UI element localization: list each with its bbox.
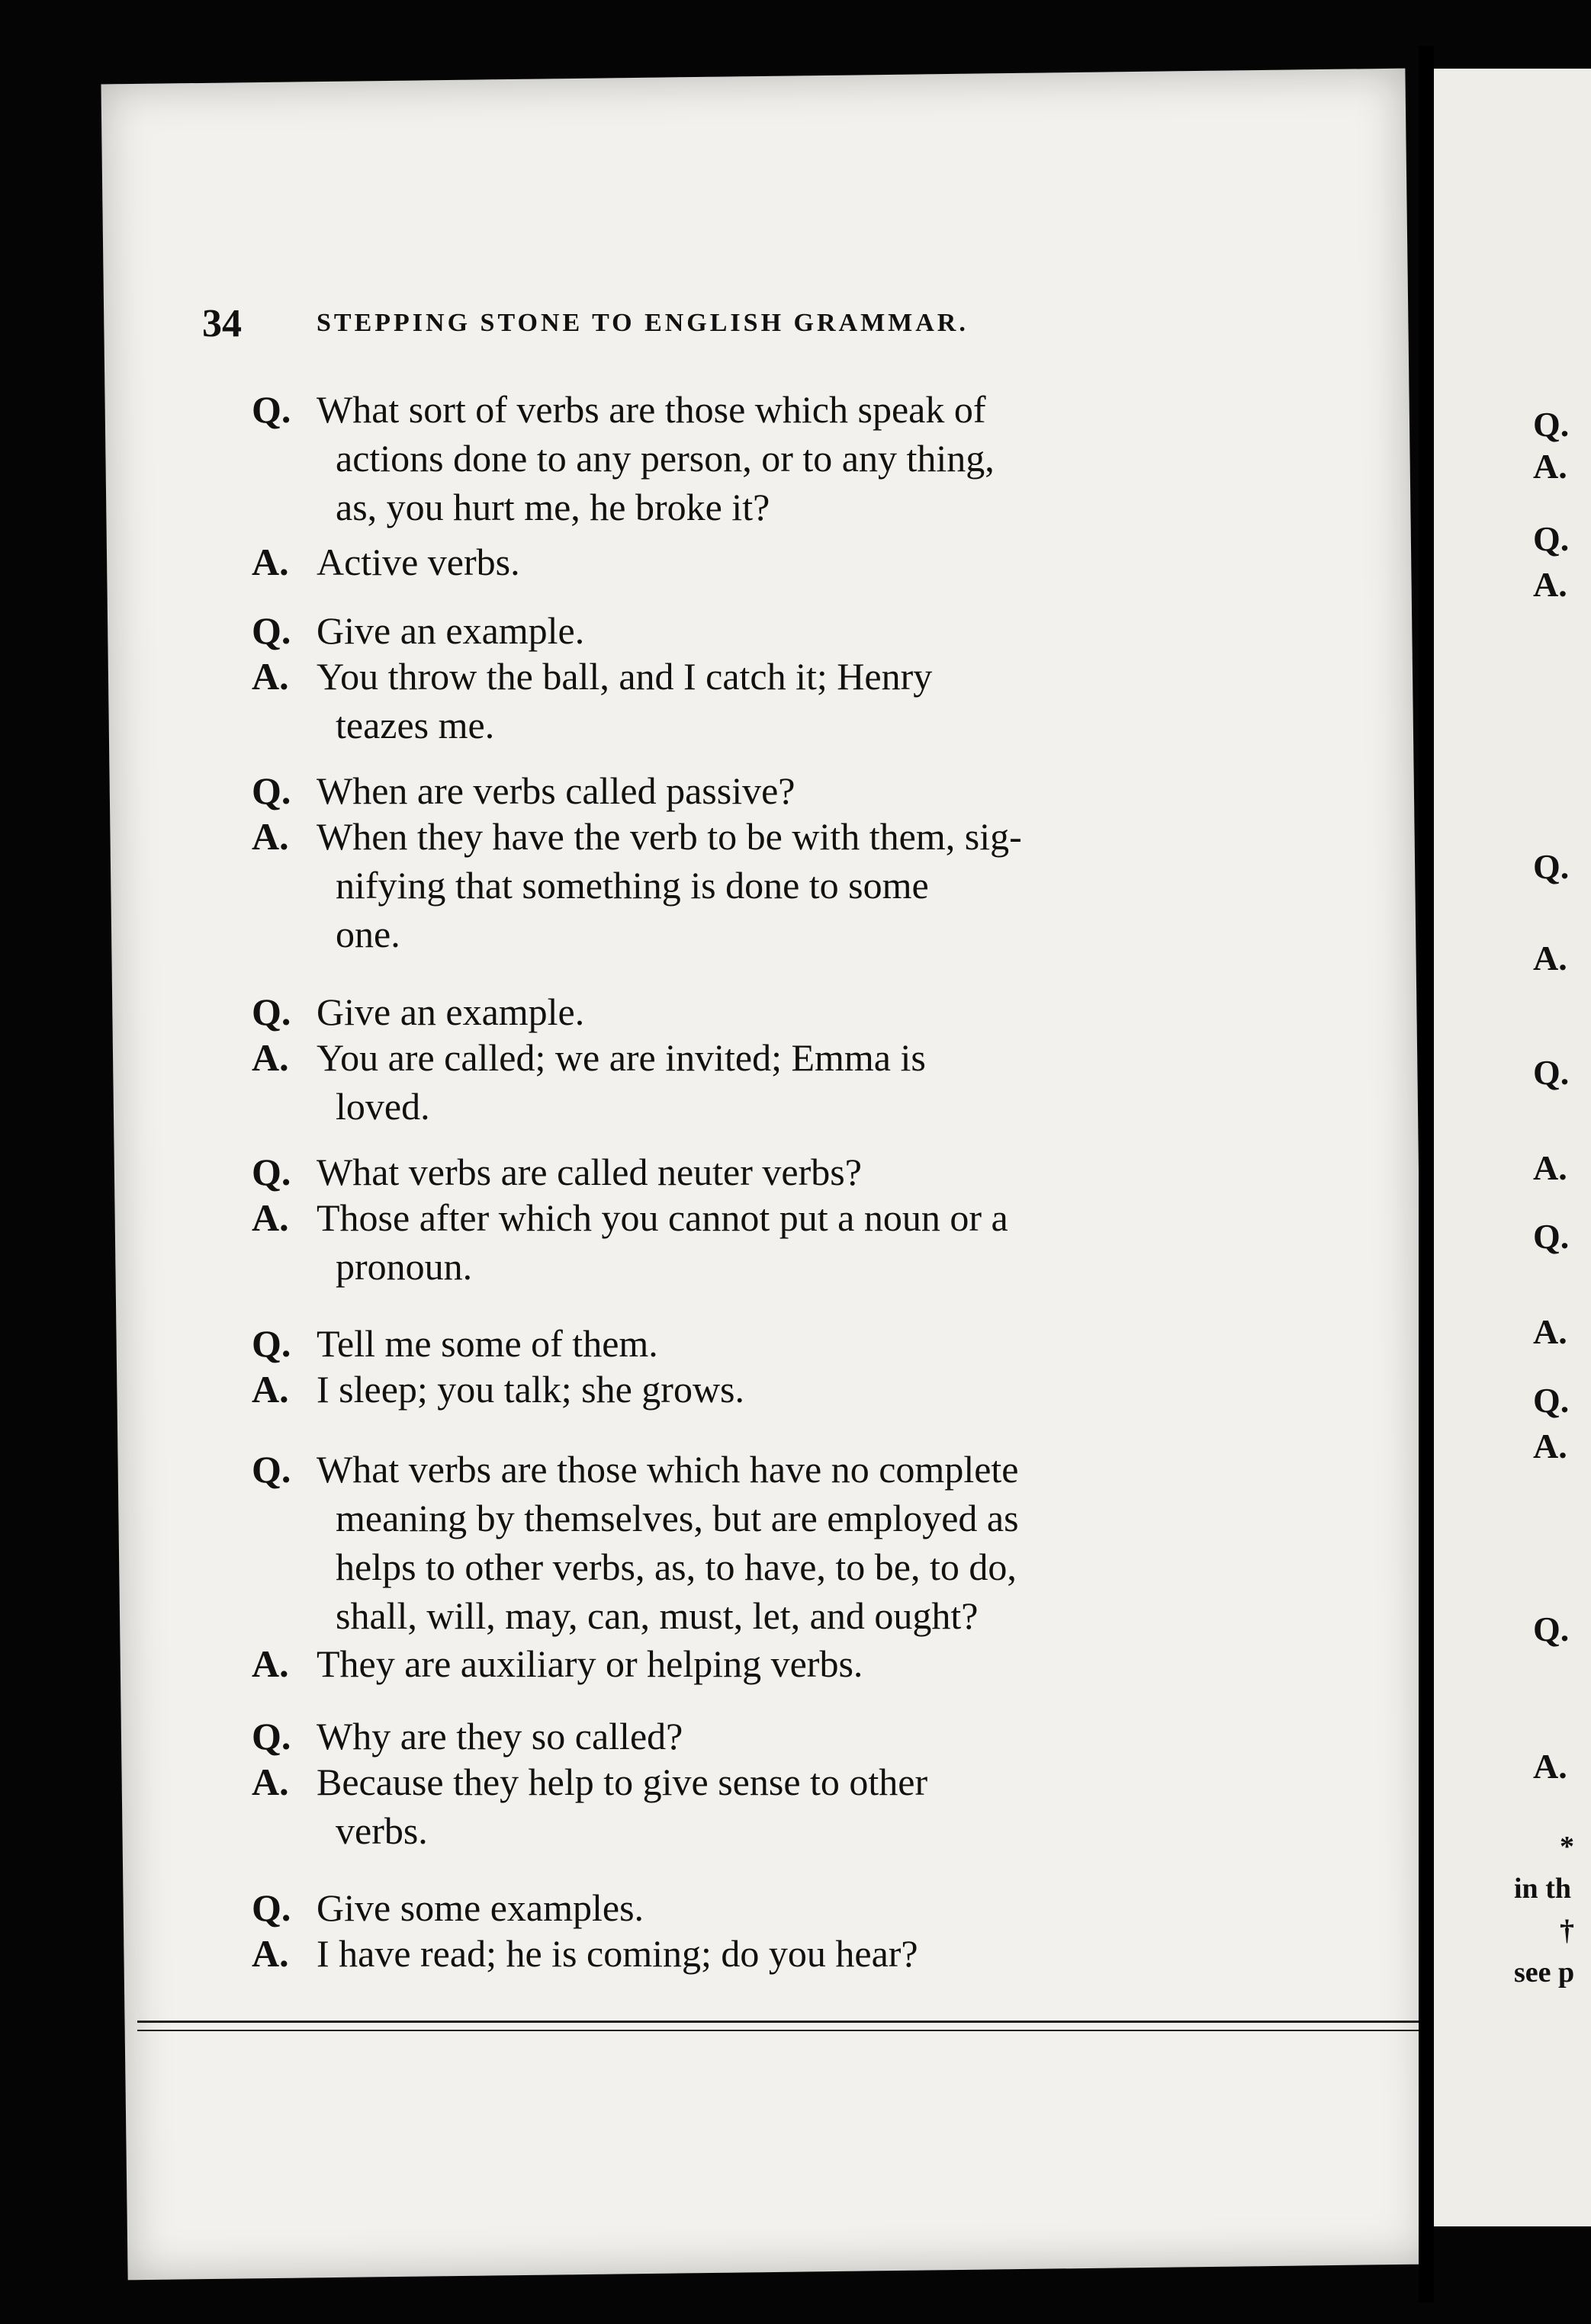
entry-line: one.	[336, 913, 400, 955]
answer-marker: A.	[252, 1642, 289, 1685]
next-page-fragment: A.	[1533, 1148, 1567, 1187]
question-entry	[252, 606, 1316, 655]
entry-line: You throw the ball, and I catch it; Henry	[317, 655, 933, 698]
entry-line: I have read; he is coming; do you hear?	[317, 1932, 918, 1975]
question-marker: Q.	[252, 1322, 291, 1365]
next-page-fragment: in th	[1514, 1873, 1571, 1905]
entry-line: Those after which you cannot put a noun or a	[317, 1196, 1008, 1239]
entry-line: Active verbs.	[317, 541, 520, 583]
entry-line: loved.	[336, 1085, 430, 1128]
next-page-fragment: Q.	[1533, 1610, 1570, 1648]
entry-line: You are called; we are invited; Emma is	[317, 1036, 926, 1079]
running-title: STEPPING STONE TO ENGLISH GRAMMAR.	[317, 309, 969, 337]
question-marker: Q.	[252, 388, 291, 431]
next-page-fragment: A.	[1533, 1312, 1567, 1351]
entry-line: Why are they so called?	[317, 1715, 683, 1757]
entry-line: actions done to any person, or to any thing,	[336, 437, 995, 480]
page-header	[202, 301, 1209, 355]
bottom-rule	[137, 2030, 1419, 2031]
entry-line: Because they help to give sense to other	[317, 1761, 928, 1803]
question-marker: Q.	[252, 1715, 291, 1757]
entry-line: shall, will, may, can, must, let, and ought?	[336, 1594, 979, 1637]
answer-entry	[252, 652, 1316, 750]
entry-line: verbs.	[336, 1809, 428, 1852]
entry-line: I sleep; you talk; she grows.	[317, 1368, 745, 1411]
entry-line: helps to other verbs, as, to have, to be, to do,	[336, 1546, 1017, 1588]
question-entry	[252, 1148, 1316, 1196]
next-page-fragment: A.	[1533, 1747, 1567, 1786]
entry-line: Give an example.	[317, 990, 585, 1033]
question-marker: Q.	[252, 769, 291, 812]
next-page-fragment: Q.	[1533, 1217, 1570, 1256]
entry-line: Give an example.	[317, 609, 585, 652]
question-entry	[252, 1883, 1316, 1932]
question-entry	[252, 987, 1316, 1036]
entry-line: When are verbs called passive?	[317, 769, 796, 812]
bottom-rule	[137, 2021, 1419, 2023]
entry-line: What verbs are those which have no complete	[317, 1448, 1019, 1491]
next-page-fragment: Q.	[1533, 1381, 1570, 1420]
question-marker: Q.	[252, 1448, 291, 1491]
question-entry	[252, 1445, 1316, 1640]
answer-entry	[252, 1757, 1316, 1855]
answer-marker: A.	[252, 1368, 289, 1411]
next-page-fragment: Q.	[1533, 519, 1570, 558]
next-page-fragment: Q.	[1533, 1053, 1570, 1092]
question-marker: Q.	[252, 1151, 291, 1193]
next-page-fragment: A.	[1533, 939, 1567, 977]
question-entry	[252, 1712, 1316, 1761]
answer-marker: A.	[252, 1036, 289, 1079]
answer-marker: A.	[252, 541, 289, 583]
entry-line: When they have the verb to be with them, sig-	[317, 815, 1022, 858]
entry-line: Tell me some of them.	[317, 1322, 658, 1365]
next-page-fragment: A.	[1533, 447, 1567, 486]
question-marker: Q.	[252, 609, 291, 652]
question-entry	[252, 1319, 1316, 1368]
answer-entry	[252, 1639, 1316, 1688]
next-page-fragment: Q.	[1533, 847, 1570, 886]
answer-entry	[252, 812, 1316, 958]
question-marker: Q.	[252, 1886, 291, 1929]
answer-marker: A.	[252, 1196, 289, 1239]
question-entry	[252, 766, 1316, 815]
next-page-fragment: Q.	[1533, 405, 1570, 444]
question-marker: Q.	[252, 990, 291, 1033]
page-number: 34	[202, 302, 242, 345]
answer-entry	[252, 1929, 1316, 1978]
entry-line: pronoun.	[336, 1245, 473, 1288]
next-page-fragment: A.	[1533, 1427, 1567, 1465]
entry-line: What verbs are called neuter verbs?	[317, 1151, 862, 1193]
entry-line: teazes me.	[336, 704, 495, 746]
answer-entry	[252, 538, 1316, 586]
entry-line: Give some examples.	[317, 1886, 644, 1929]
answer-marker: A.	[252, 655, 289, 698]
question-entry	[252, 385, 1316, 531]
entry-line: They are auxiliary or helping verbs.	[317, 1642, 863, 1685]
next-page-fragment: A.	[1533, 565, 1567, 604]
entry-line: as, you hurt me, he broke it?	[336, 486, 770, 528]
answer-marker: A.	[252, 815, 289, 858]
answer-marker: A.	[252, 1761, 289, 1803]
answer-entry	[252, 1365, 1316, 1414]
next-page-fragment: see p	[1514, 1956, 1575, 1989]
entry-line: What sort of verbs are those which speak of	[317, 388, 986, 431]
answer-marker: A.	[252, 1932, 289, 1975]
answer-entry	[252, 1033, 1316, 1131]
next-page-fragment: *	[1560, 1831, 1574, 1863]
next-page-fragment: †	[1560, 1915, 1574, 1947]
answer-entry	[252, 1193, 1316, 1291]
entry-line: meaning by themselves, but are employed as	[336, 1497, 1019, 1539]
book-gutter	[1419, 46, 1434, 2303]
entry-line: nifying that something is done to some	[336, 864, 929, 907]
